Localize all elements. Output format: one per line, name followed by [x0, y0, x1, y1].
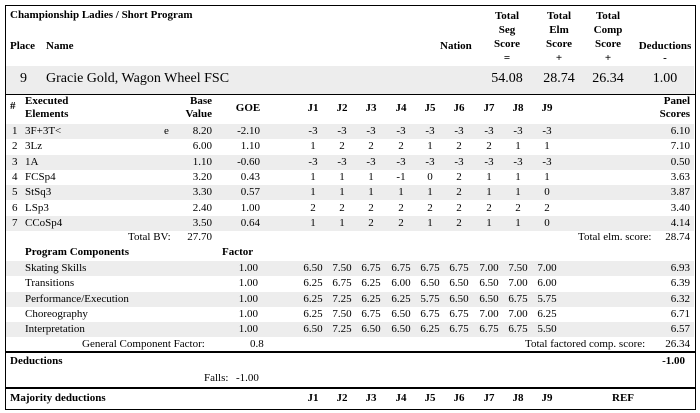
element-goe: -2.10	[237, 125, 260, 137]
component-judge-score: 7.00	[479, 262, 499, 274]
judge-header-2: J2	[336, 102, 348, 114]
component-panel-score: 6.71	[670, 307, 690, 320]
element-judge-score: 1	[515, 216, 521, 229]
element-judge-score: 2	[368, 201, 374, 214]
component-judge-score: 6.75	[420, 262, 440, 274]
total-bv-label: Total BV:	[128, 231, 171, 243]
falls-label: Falls:	[204, 372, 229, 384]
element-judge-score: -3	[513, 125, 523, 137]
element-judge-score: 1	[544, 140, 550, 153]
falls-value: -1.00	[236, 372, 259, 384]
component-factor: 1.00	[238, 307, 258, 320]
element-judge-score: 1	[427, 186, 433, 199]
element-judge-score: 1	[339, 186, 345, 199]
element-number: 6	[12, 201, 18, 214]
element-judge-score: -3	[454, 155, 464, 168]
element-judge-score: 1	[310, 140, 316, 153]
element-judge-score: 2	[456, 216, 462, 229]
component-factor: 1.00	[238, 323, 258, 336]
deductions-section-value: -1.00	[662, 355, 685, 367]
component-judge-score: 6.25	[303, 292, 323, 305]
element-base-value: 2.40	[192, 201, 212, 214]
component-judge-score: 7.00	[508, 277, 528, 290]
judge-header-6: J6	[453, 102, 465, 114]
element-base-value: 1.10	[192, 155, 212, 168]
element-name: StSq3	[25, 186, 52, 199]
judge-header-1: J1	[307, 102, 319, 114]
majority-label: Majority deductions	[10, 392, 106, 404]
component-judge-score: 6.50	[449, 277, 469, 290]
component-judge-score: 6.25	[391, 292, 411, 305]
majority-judge-5: J5	[424, 392, 436, 404]
element-judge-score: 2	[456, 170, 462, 183]
element-panel-score: 3.40	[670, 201, 690, 214]
skater-deductions: 1.00	[652, 71, 678, 86]
element-judge-score: 2	[515, 201, 521, 214]
component-judge-score: 7.25	[332, 323, 352, 336]
component-panel-score: 6.32	[670, 292, 690, 305]
element-base-value: 3.20	[192, 170, 212, 183]
majority-ref: REF	[612, 392, 634, 404]
component-judge-score: 6.50	[391, 307, 411, 320]
component-judge-score: 7.50	[332, 262, 352, 274]
element-judge-score: 2	[368, 140, 374, 153]
element-name: 3F+3T<	[25, 125, 62, 137]
component-judge-score: 5.75	[420, 292, 440, 305]
element-goe: 1.10	[240, 140, 260, 153]
component-judge-score: 7.00	[508, 307, 528, 320]
element-number: 4	[12, 170, 18, 183]
minus-sign: -	[663, 52, 667, 64]
component-judge-score: 6.75	[449, 323, 469, 336]
element-judge-score: 2	[427, 201, 433, 214]
element-judge-score: 2	[456, 186, 462, 199]
element-judge-score: 2	[339, 201, 345, 214]
total-comp-label-2: Comp	[593, 24, 623, 36]
element-goe: -0.60	[237, 155, 260, 168]
component-judge-score: 6.75	[508, 292, 528, 305]
element-judge-score: 2	[398, 201, 404, 214]
element-number: 5	[12, 186, 18, 199]
component-judge-score: 6.25	[537, 307, 557, 320]
total-elm-label: Total elm. score:	[578, 231, 652, 243]
judge-header-7: J7	[483, 102, 495, 114]
element-judge-score: 1	[486, 186, 492, 199]
component-judge-score: 6.75	[391, 262, 411, 274]
nation-label: Nation	[440, 40, 472, 52]
component-judge-score: 6.75	[449, 262, 469, 274]
majority-judge-8: J8	[512, 392, 524, 404]
element-number: 2	[12, 140, 18, 153]
element-judge-score: 1	[310, 186, 316, 199]
divider-before-deductions	[5, 351, 695, 353]
element-name: FCSp4	[25, 170, 56, 183]
gcf-label: General Component Factor:	[82, 338, 205, 350]
element-judge-score: 1	[544, 170, 550, 183]
element-panel-score: 4.14	[670, 216, 690, 229]
element-judge-score: 1	[368, 186, 374, 199]
component-factor: 1.00	[238, 277, 258, 290]
element-judge-score: 1	[515, 186, 521, 199]
element-judge-score: 1	[310, 170, 316, 183]
component-judge-score: 6.75	[449, 307, 469, 320]
skater-place: 9	[20, 71, 27, 86]
component-judge-score: 5.75	[537, 292, 557, 305]
component-judge-score: 7.00	[479, 307, 499, 320]
element-judge-score: -3	[542, 125, 552, 137]
majority-judge-2: J2	[336, 392, 348, 404]
component-judge-score: 6.75	[332, 277, 352, 290]
majority-judge-3: J3	[365, 392, 377, 404]
element-judge-score: -3	[513, 155, 523, 168]
component-judge-score: 6.25	[303, 307, 323, 320]
component-judge-score: 7.50	[508, 262, 528, 274]
skater-total-seg: 54.08	[491, 71, 523, 86]
component-judge-score: 6.75	[479, 323, 499, 336]
element-judge-score: -3	[454, 125, 464, 137]
element-judge-score: 1	[515, 140, 521, 153]
element-number: 1	[12, 125, 18, 137]
judge-header-8: J8	[512, 102, 524, 114]
total-seg-label-1: Total	[494, 10, 520, 22]
element-judge-score: 0	[544, 186, 550, 199]
component-judge-score: 6.25	[361, 277, 381, 290]
component-judge-score: 6.75	[361, 307, 381, 320]
judge-header-3: J3	[365, 102, 377, 114]
element-name: 1A	[25, 155, 39, 168]
components-title: Program Components	[25, 246, 129, 258]
component-name: Choreography	[25, 307, 88, 320]
component-name: Transitions	[25, 277, 75, 290]
element-judge-score: 2	[456, 201, 462, 214]
name-label: Name	[46, 40, 74, 52]
element-judge-score: 1	[515, 170, 521, 183]
component-judge-score: 5.50	[537, 323, 557, 336]
judge-header-9: J9	[541, 102, 553, 114]
tfcs-label: Total factored comp. score:	[525, 338, 646, 350]
element-judge-score: -3	[425, 125, 435, 137]
frame-top-border	[5, 5, 695, 6]
page-title: Championship Ladies / Short Program	[10, 9, 193, 21]
element-info: e	[164, 125, 169, 137]
base-label-1: Base	[190, 95, 212, 107]
element-judge-score: -3	[396, 155, 406, 168]
element-judge-score: 1	[339, 216, 345, 229]
element-judge-score: -3	[484, 125, 494, 137]
component-judge-score: 6.75	[508, 323, 528, 336]
component-judge-score: 6.50	[449, 292, 469, 305]
component-judge-score: 6.25	[303, 277, 323, 290]
judge-header-4: J4	[395, 102, 407, 114]
element-goe: 1.00	[240, 201, 260, 214]
element-panel-score: 7.10	[670, 140, 690, 153]
element-judge-score: 0	[427, 170, 433, 183]
component-judge-score: 6.50	[361, 323, 381, 336]
tfcs-value: 26.34	[665, 338, 690, 350]
element-number: 3	[12, 155, 18, 168]
deductions-label: Deductions	[638, 40, 692, 52]
component-judge-score: 6.50	[303, 323, 323, 336]
factor-label: Factor	[222, 246, 254, 258]
element-judge-score: -3	[366, 155, 376, 168]
element-judge-score: 2	[339, 140, 345, 153]
majority-judge-6: J6	[453, 392, 465, 404]
element-panel-score: 3.87	[670, 186, 690, 199]
element-name: CCoSp4	[25, 216, 63, 229]
component-judge-score: 7.50	[332, 307, 352, 320]
element-goe: 0.43	[240, 170, 260, 183]
element-goe: 0.57	[240, 186, 260, 199]
element-judge-score: -1	[396, 170, 406, 183]
skater-total-comp: 26.34	[592, 71, 624, 86]
element-judge-score: -3	[484, 155, 494, 168]
component-panel-score: 6.93	[670, 262, 690, 274]
element-judge-score: 1	[339, 170, 345, 183]
component-judge-score: 6.50	[479, 277, 499, 290]
component-judge-score: 6.25	[361, 292, 381, 305]
gcf-value: 0.8	[250, 338, 264, 350]
total-comp-label-3: Score	[594, 38, 622, 50]
element-judge-score: -3	[425, 155, 435, 168]
total-elm-label-3: Score	[545, 38, 573, 50]
element-judge-score: -3	[396, 125, 406, 137]
total-elm-label-2: Elm	[549, 24, 569, 36]
panel-label-1: Panel	[663, 95, 690, 107]
deductions-section-label: Deductions	[10, 355, 63, 367]
component-judge-score: 6.50	[479, 292, 499, 305]
component-panel-score: 6.39	[670, 277, 690, 290]
element-judge-score: 2	[486, 201, 492, 214]
majority-judge-9: J9	[541, 392, 553, 404]
element-judge-score: 1	[398, 186, 404, 199]
divider-after-skater	[5, 94, 695, 95]
elements-hash: #	[10, 100, 16, 112]
majority-judge-4: J4	[395, 392, 407, 404]
element-judge-score: 2	[398, 216, 404, 229]
element-judge-score: 0	[544, 216, 550, 229]
total-comp-label-1: Total	[595, 10, 621, 22]
element-name: 3Lz	[25, 140, 43, 153]
skater-name: Gracie Gold, Wagon Wheel FSC	[46, 71, 230, 86]
frame-right-border	[695, 5, 696, 410]
component-judge-score: 6.50	[420, 277, 440, 290]
element-judge-score: 1	[310, 216, 316, 229]
place-label: Place	[10, 40, 36, 52]
element-judge-score: 1	[427, 140, 433, 153]
total-bv-value: 27.70	[187, 231, 212, 243]
component-judge-score: 6.25	[420, 323, 440, 336]
skater-total-elm: 28.74	[543, 71, 575, 86]
eq-sign: =	[503, 52, 511, 64]
majority-judge-7: J7	[483, 392, 495, 404]
total-elm-value: 28.74	[665, 231, 690, 243]
component-judge-score: 6.50	[303, 262, 323, 274]
element-judge-score: 1	[486, 170, 492, 183]
component-judge-score: 7.00	[537, 262, 557, 274]
element-judge-score: 2	[368, 216, 374, 229]
plus-sign-2: +	[604, 52, 612, 64]
element-judge-score: 1	[427, 216, 433, 229]
element-judge-score: -3	[337, 125, 347, 137]
element-name: LSp3	[25, 201, 49, 214]
element-judge-score: -3	[308, 155, 318, 168]
component-judge-score: 6.00	[537, 277, 557, 290]
element-judge-score: -3	[308, 125, 318, 137]
element-goe: 0.64	[240, 216, 260, 229]
element-judge-score: -3	[337, 155, 347, 168]
base-label-2: Value	[185, 108, 212, 120]
element-judge-score: 1	[368, 170, 374, 183]
component-factor: 1.00	[238, 262, 258, 274]
element-judge-score: 1	[486, 216, 492, 229]
component-name: Skating Skills	[25, 262, 87, 274]
element-judge-score: 2	[310, 201, 316, 214]
element-panel-score: 6.10	[670, 125, 690, 137]
element-panel-score: 3.63	[670, 170, 690, 183]
element-judge-score: 2	[544, 201, 550, 214]
element-number: 7	[12, 216, 18, 229]
total-seg-label-2: Seg	[498, 24, 516, 36]
total-seg-label-3: Score	[493, 38, 521, 50]
element-base-value: 6.00	[192, 140, 212, 153]
divider-before-majority	[5, 387, 695, 389]
element-judge-score: 2	[486, 140, 492, 153]
component-judge-score: 6.50	[391, 323, 411, 336]
element-base-value: 3.50	[192, 216, 212, 229]
majority-judge-1: J1	[307, 392, 319, 404]
component-judge-score: 6.00	[391, 277, 411, 290]
component-judge-score: 6.75	[420, 307, 440, 320]
judge-header-5: J5	[424, 102, 436, 114]
element-base-value: 8.20	[192, 125, 212, 137]
element-panel-score: 0.50	[670, 155, 690, 168]
component-name: Performance/Execution	[25, 292, 129, 305]
element-judge-score: 2	[456, 140, 462, 153]
component-panel-score: 6.57	[670, 323, 690, 336]
component-judge-score: 6.75	[361, 262, 381, 274]
element-judge-score: -3	[366, 125, 376, 137]
element-base-value: 3.30	[192, 186, 212, 199]
component-factor: 1.00	[238, 292, 258, 305]
element-judge-score: 2	[398, 140, 404, 153]
goe-label: GOE	[235, 102, 261, 114]
frame-bottom-border	[5, 409, 695, 410]
executed-label-2: Elements	[25, 108, 69, 120]
total-elm-label-1: Total	[546, 10, 572, 22]
component-judge-score: 7.25	[332, 292, 352, 305]
element-judge-score: -3	[542, 155, 552, 168]
panel-label-2: Scores	[659, 108, 690, 120]
component-name: Interpretation	[25, 323, 85, 336]
executed-label-1: Executed	[25, 95, 69, 107]
plus-sign-1: +	[555, 52, 563, 64]
